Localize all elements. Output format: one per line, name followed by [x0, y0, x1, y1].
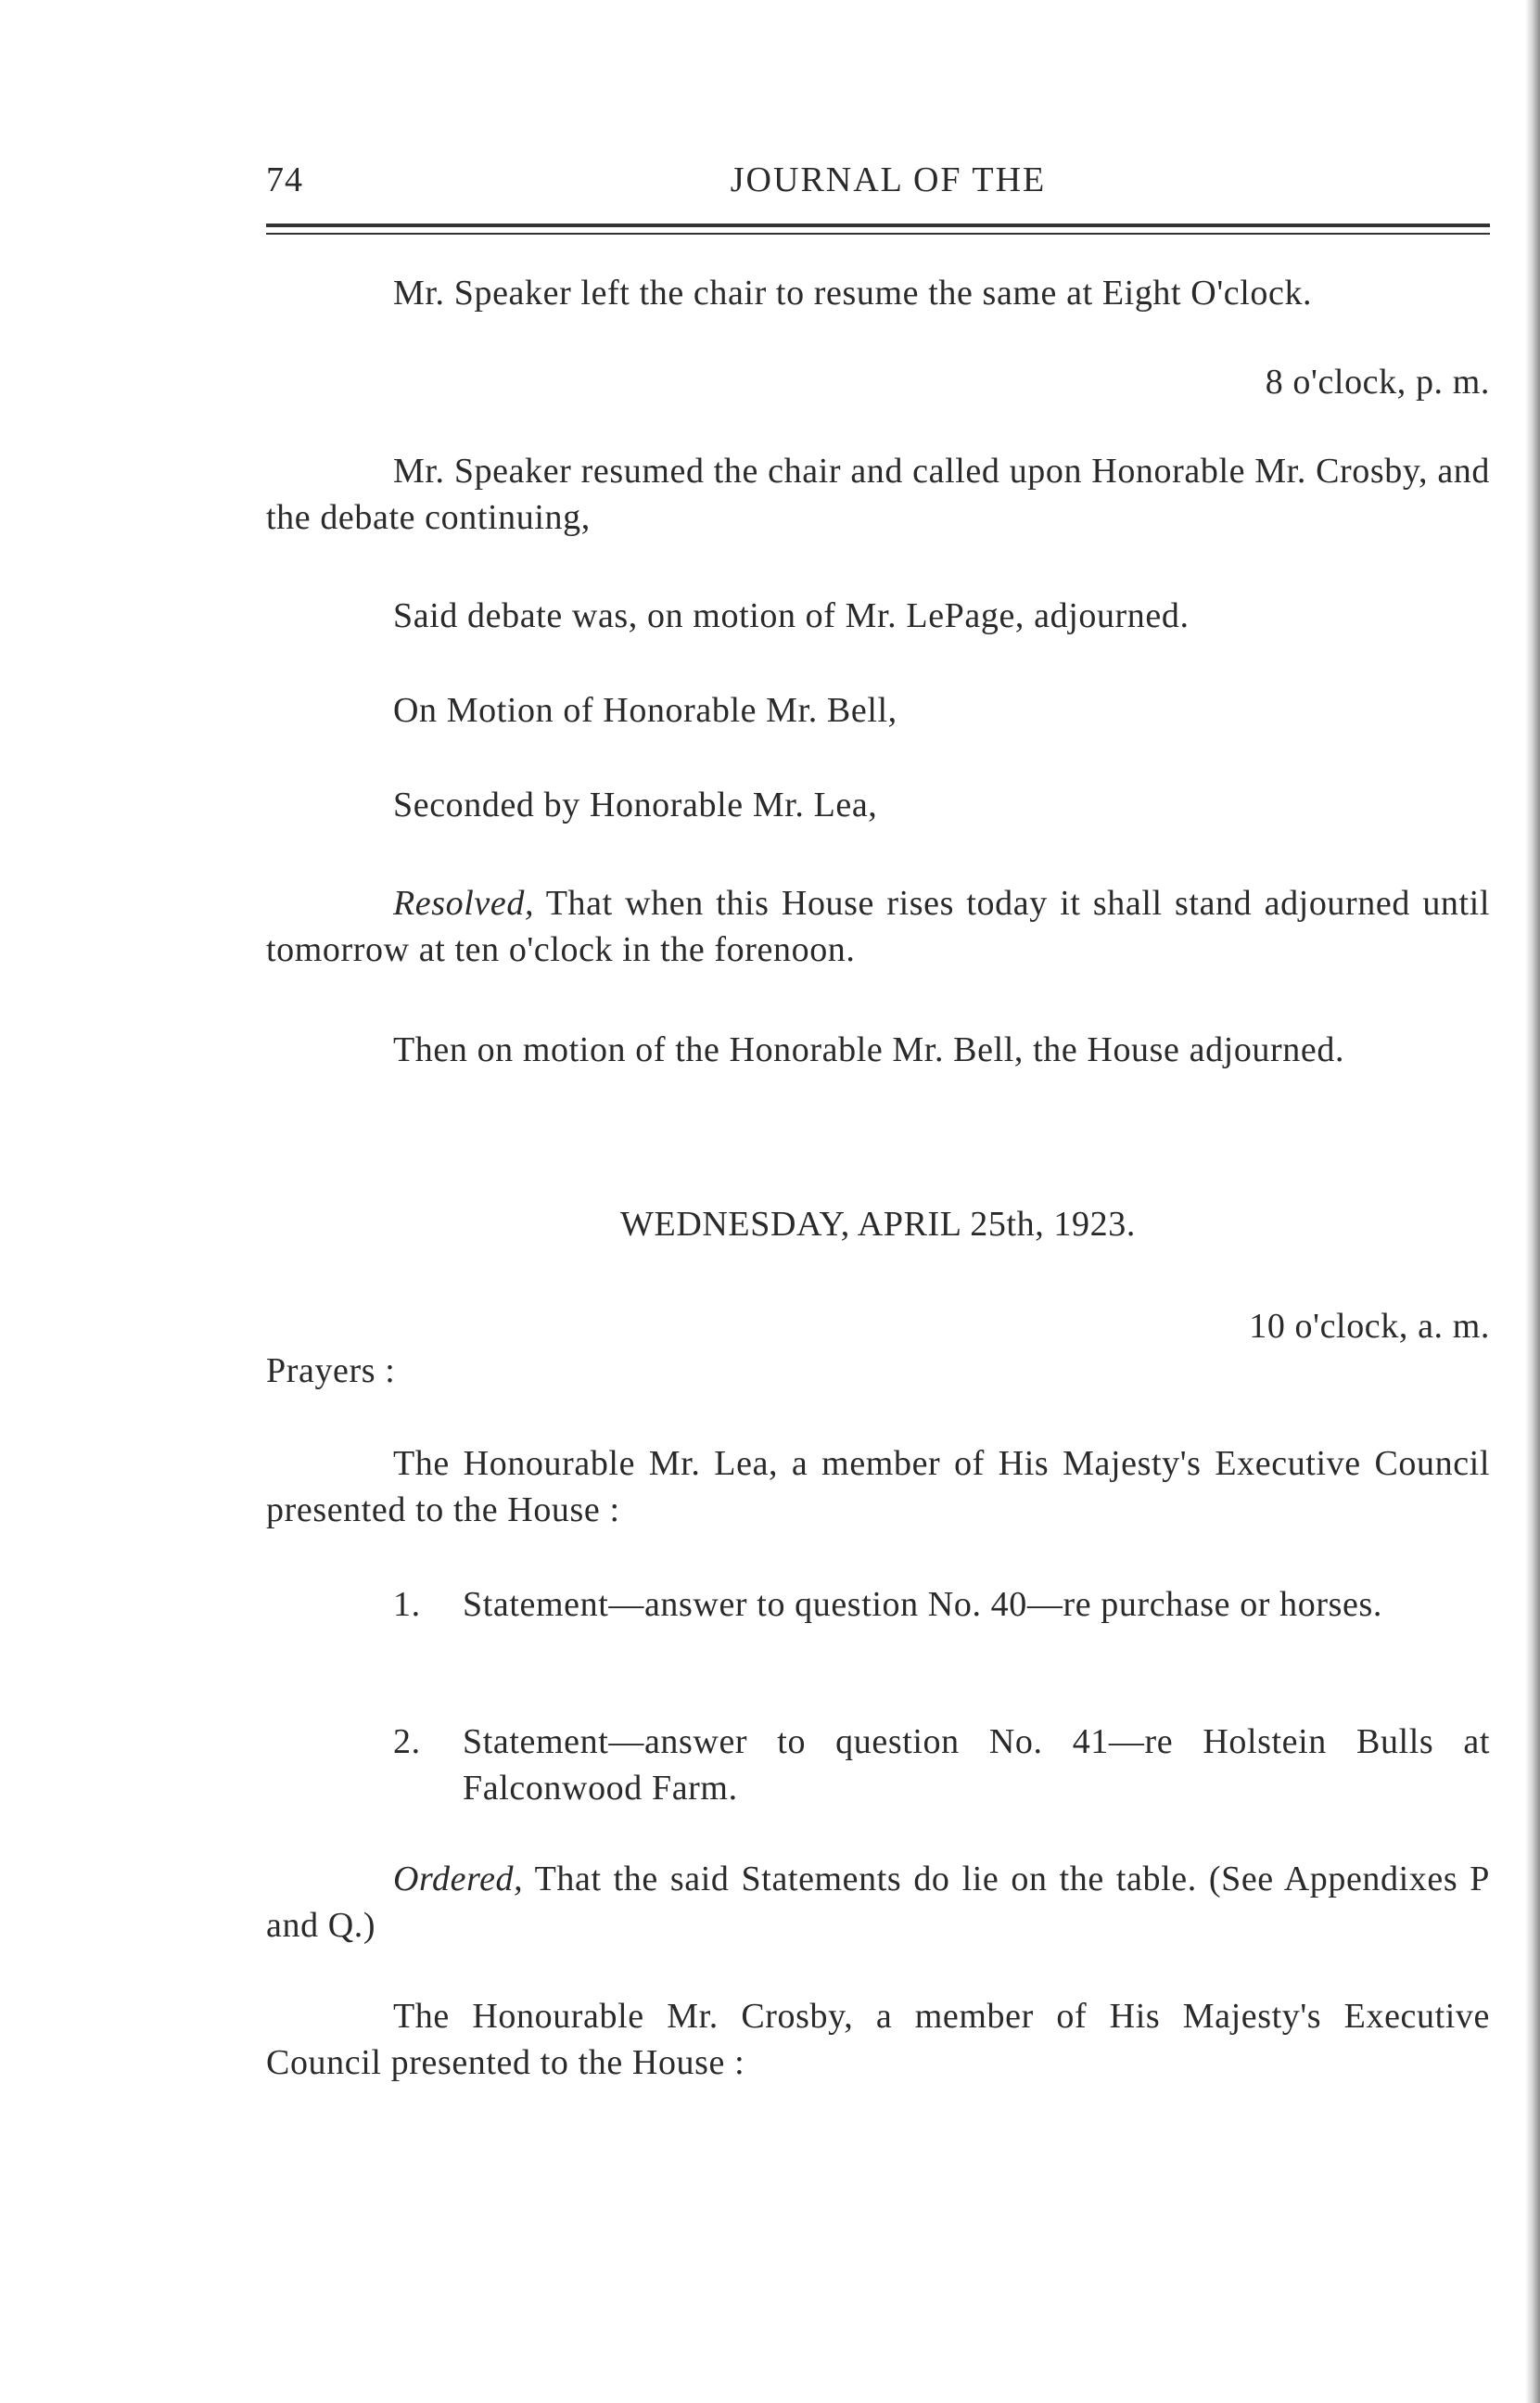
paragraph-crosby-presented: The Honourable Mr. Crosby, a member of His Majesty's Executive Council presented to the House :: [266, 1997, 1490, 2082]
paragraph-resolved: Resolved, That when this House rises today it shall stand adjourned until tomorrow at ten o'clock in the forenoon.: [266, 884, 1490, 969]
ordered-italic: Ordered,: [393, 1860, 524, 1898]
page-edge-shadow: [1525, 0, 1540, 2403]
date-heading: WEDNESDAY, APRIL 25th, 1923.: [620, 1205, 1136, 1244]
paragraph-speaker-resumed: Mr. Speaker resumed the chair and called upon Honorable Mr. Crosby, and the debate continuing,: [266, 452, 1490, 537]
paragraph-seconded: Seconded by Honorable Mr. Lea,: [393, 786, 878, 824]
header-rule-thick: [266, 224, 1490, 227]
list-number: 2.: [393, 1722, 421, 1761]
list-number: 1.: [393, 1585, 421, 1624]
page-number: 74: [266, 160, 303, 199]
list-text: Statement—answer to question No. 41—re Holstein Bulls at Falconwood Farm.: [463, 1722, 1490, 1808]
list-text: Statement—answer to question No. 40—re purchase or horses.: [463, 1585, 1382, 1624]
list-item: [393, 1719, 1490, 1811]
time-evening: 8 o'clock, p. m.: [1265, 363, 1490, 402]
list-item: [393, 1581, 1490, 1628]
paragraph-lea-presented: The Honourable Mr. Lea, a member of His Majesty's Executive Council presented to the House :: [266, 1444, 1490, 1529]
paragraph-ordered: Ordered, That the said Statements do lie on the table. (See Appendixes P and Q.): [266, 1860, 1490, 1945]
resolved-italic: Resolved,: [393, 884, 535, 923]
prayers-label: Prayers :: [266, 1351, 396, 1390]
paragraph-motion: On Motion of Honorable Mr. Bell,: [393, 691, 897, 730]
page-header: [266, 160, 1490, 206]
paragraph-house-adjourned: Then on motion of the Honorable Mr. Bell, the House adjourned.: [393, 1030, 1345, 1069]
header-rule-thin: [266, 233, 1490, 235]
paragraph-debate-adjourned: Said debate was, on motion of Mr. LePage, adjourned.: [393, 596, 1190, 635]
paragraph-speaker-left: Mr. Speaker left the chair to resume the same at Eight O'clock.: [393, 274, 1313, 313]
running-head: JOURNAL OF THE: [730, 160, 1047, 199]
time-morning: 10 o'clock, a. m.: [1249, 1307, 1490, 1346]
